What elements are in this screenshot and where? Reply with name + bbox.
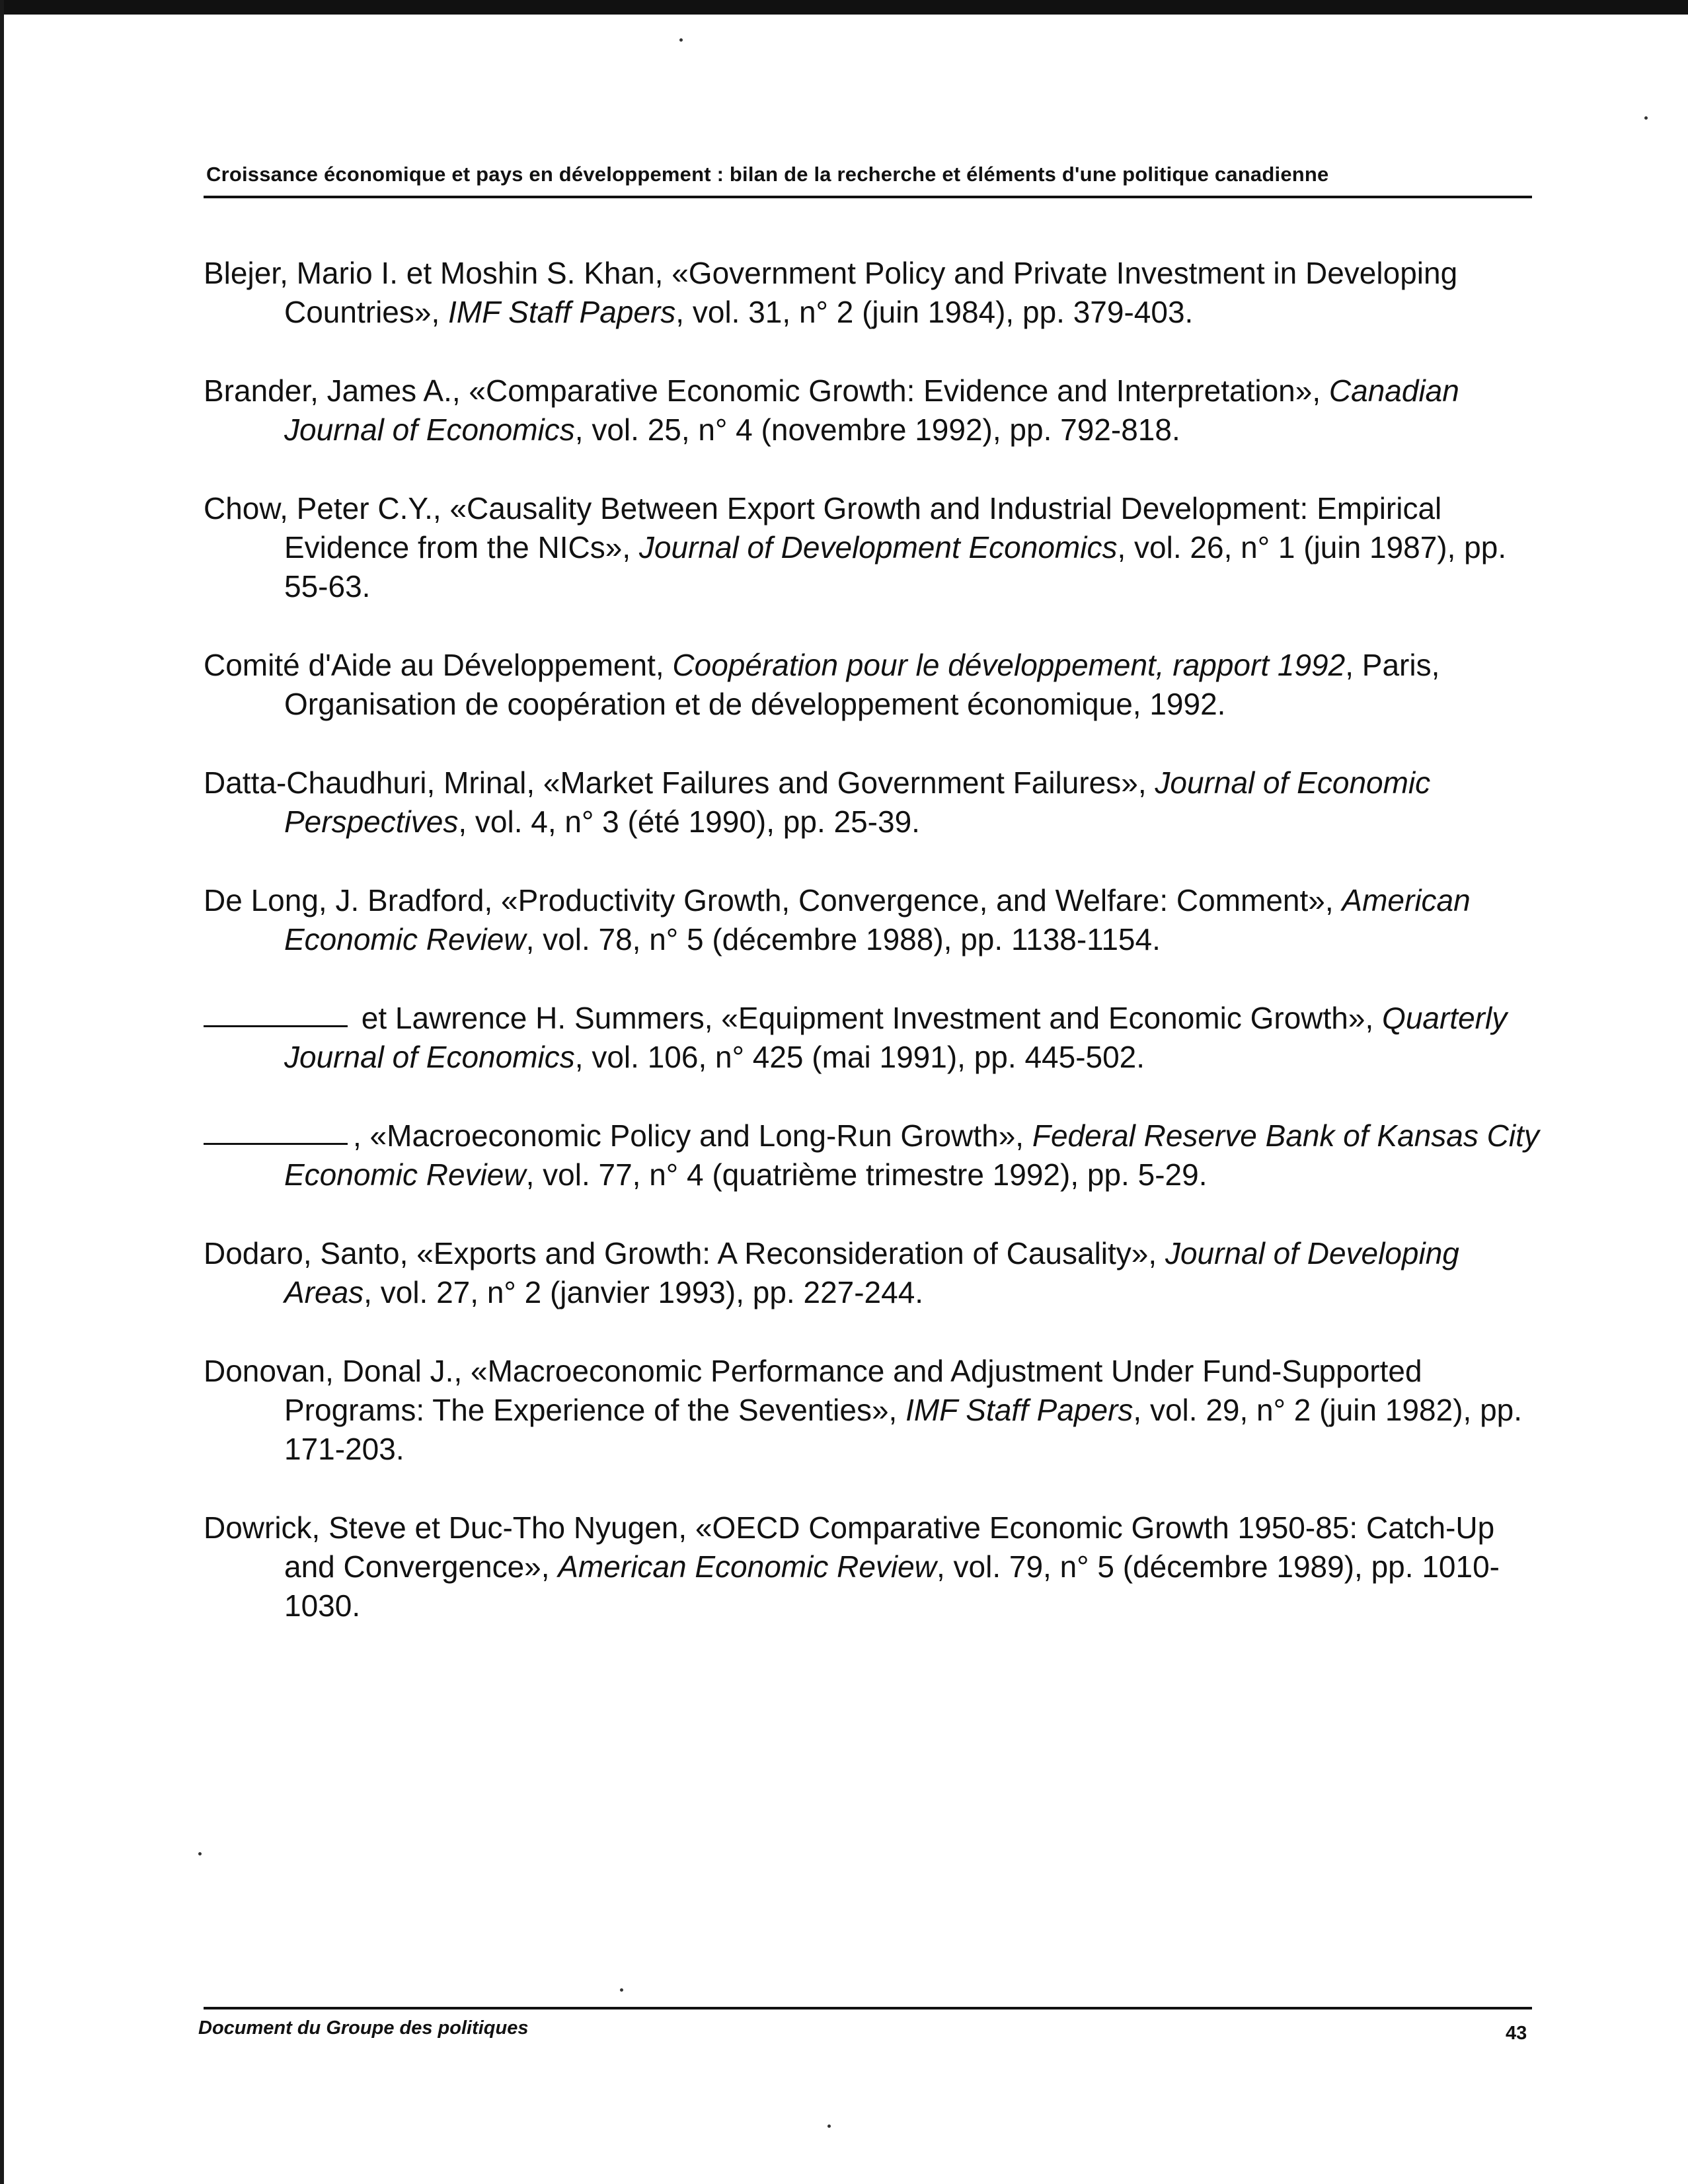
- entry-rest: , vol. 26, n° 1 (juin 1987), pp. 55-63.: [284, 530, 1507, 604]
- entry-rest: , vol. 29, n° 2 (juin 1982), pp. 171-203.: [284, 1393, 1523, 1466]
- entry-lead: Comité d'Aide au Développement,: [204, 648, 673, 682]
- entry-journal: IMF Staff Papers: [905, 1393, 1133, 1427]
- bibliography-entry: [204, 1116, 1552, 1194]
- page-number: 43: [1506, 2023, 1527, 2044]
- bibliography-entry: [204, 881, 1552, 959]
- bibliography-entry: [204, 1234, 1552, 1312]
- entry-lead: Blejer, Mario I. et Moshin S. Khan, «Government Policy and Private Investment in Developing Countries»,: [204, 256, 1458, 329]
- bibliography-entry: [204, 999, 1552, 1077]
- footer-label: Document du Groupe des politiques: [198, 2017, 529, 2039]
- entry-lead: Dowrick, Steve et Duc-Tho Nyugen, «OECD Comparative Economic Growth 1950-85: Catch-Up and Convergence»,: [204, 1510, 1495, 1584]
- header-rule: [204, 196, 1532, 198]
- entry-lead: Dodaro, Santo, «Exports and Growth: A Reconsideration of Causality»,: [204, 1236, 1165, 1270]
- entry-lead: Datta-Chaudhuri, Mrinal, «Market Failures and Government Failures»,: [204, 765, 1155, 800]
- scan-border-top: [0, 0, 1688, 15]
- running-header: Croissance économique et pays en développement : bilan de la recherche et éléments d'une politique canadienne: [206, 163, 1329, 186]
- scan-speck: [620, 1988, 623, 1992]
- entry-lead: Brander, James A., «Comparative Economic Growth: Evidence and Interpretation»,: [204, 373, 1329, 408]
- scan-speck: [827, 2125, 831, 2128]
- entry-rest: , vol. 4, n° 3 (été 1990), pp. 25-39.: [458, 804, 920, 839]
- entry-journal: Journal of Developing Areas: [284, 1236, 1459, 1309]
- entry-journal: Quarterly Journal of Economics: [284, 1001, 1508, 1074]
- entry-journal: Coopération pour le développement, rapport 1992: [672, 648, 1346, 682]
- entry-lead: Donovan, Donal J., «Macroeconomic Performance and Adjustment Under Fund-Supported Programs: The Experience of the Seventies»,: [204, 1354, 1422, 1427]
- entry-journal: IMF Staff Papers: [448, 295, 676, 329]
- scan-speck: [1644, 116, 1648, 120]
- scan-border-left: [0, 0, 4, 2184]
- entry-rest: , vol. 106, n° 425 (mai 1991), pp. 445-502.: [574, 1040, 1145, 1074]
- entry-journal: American Economic Review: [558, 1549, 937, 1584]
- entry-rest: , vol. 31, n° 2 (juin 1984), pp. 379-403.: [675, 295, 1194, 329]
- bibliography-entry: [204, 371, 1552, 449]
- entry-journal: Journal of Economic Perspectives: [284, 765, 1431, 839]
- entry-journal: Journal of Development Economics: [638, 530, 1118, 565]
- entry-lead: , «Macroeconomic Policy and Long-Run Growth»,: [353, 1118, 1032, 1153]
- bibliography-entry: [204, 1508, 1552, 1625]
- entry-rest: , vol. 27, n° 2 (janvier 1993), pp. 227-244.: [364, 1275, 924, 1309]
- bibliography-list: [204, 254, 1552, 1665]
- entry-lead: et Lawrence H. Summers, «Equipment Investment and Economic Growth»,: [353, 1001, 1383, 1035]
- entry-lead: Chow, Peter C.Y., «Causality Between Export Growth and Industrial Development: Empirical Evidence from the NICs»,: [204, 491, 1442, 565]
- repeated-author-dash: [204, 1143, 348, 1145]
- bibliography-entry: [204, 646, 1552, 724]
- bibliography-entry: [204, 1352, 1552, 1469]
- entry-rest: , vol. 78, n° 5 (décembre 1988), pp. 1138-1154.: [525, 922, 1161, 956]
- bibliography-entry: [204, 763, 1552, 841]
- scan-speck: [198, 1852, 202, 1855]
- entry-journal: Canadian Journal of Economics: [284, 373, 1459, 447]
- bibliography-entry: [204, 254, 1552, 332]
- entry-rest: , vol. 25, n° 4 (novembre 1992), pp. 792-818.: [574, 412, 1180, 447]
- entry-journal: Federal Reserve Bank of Kansas City Economic Review: [284, 1118, 1539, 1192]
- entry-journal: American Economic Review: [284, 883, 1471, 956]
- bibliography-entry: [204, 489, 1552, 606]
- entry-lead: De Long, J. Bradford, «Productivity Growth, Convergence, and Welfare: Comment»,: [204, 883, 1342, 917]
- entry-rest: , vol. 79, n° 5 (décembre 1989), pp. 1010-1030.: [284, 1549, 1500, 1623]
- entry-rest: , Paris, Organisation de coopération et de développement économique, 1992.: [284, 648, 1440, 721]
- entry-rest: , vol. 77, n° 4 (quatrième trimestre 1992), pp. 5-29.: [525, 1157, 1208, 1192]
- footer-rule: [204, 2007, 1532, 2009]
- repeated-author-dash: [204, 1025, 348, 1027]
- scan-speck: [679, 38, 683, 42]
